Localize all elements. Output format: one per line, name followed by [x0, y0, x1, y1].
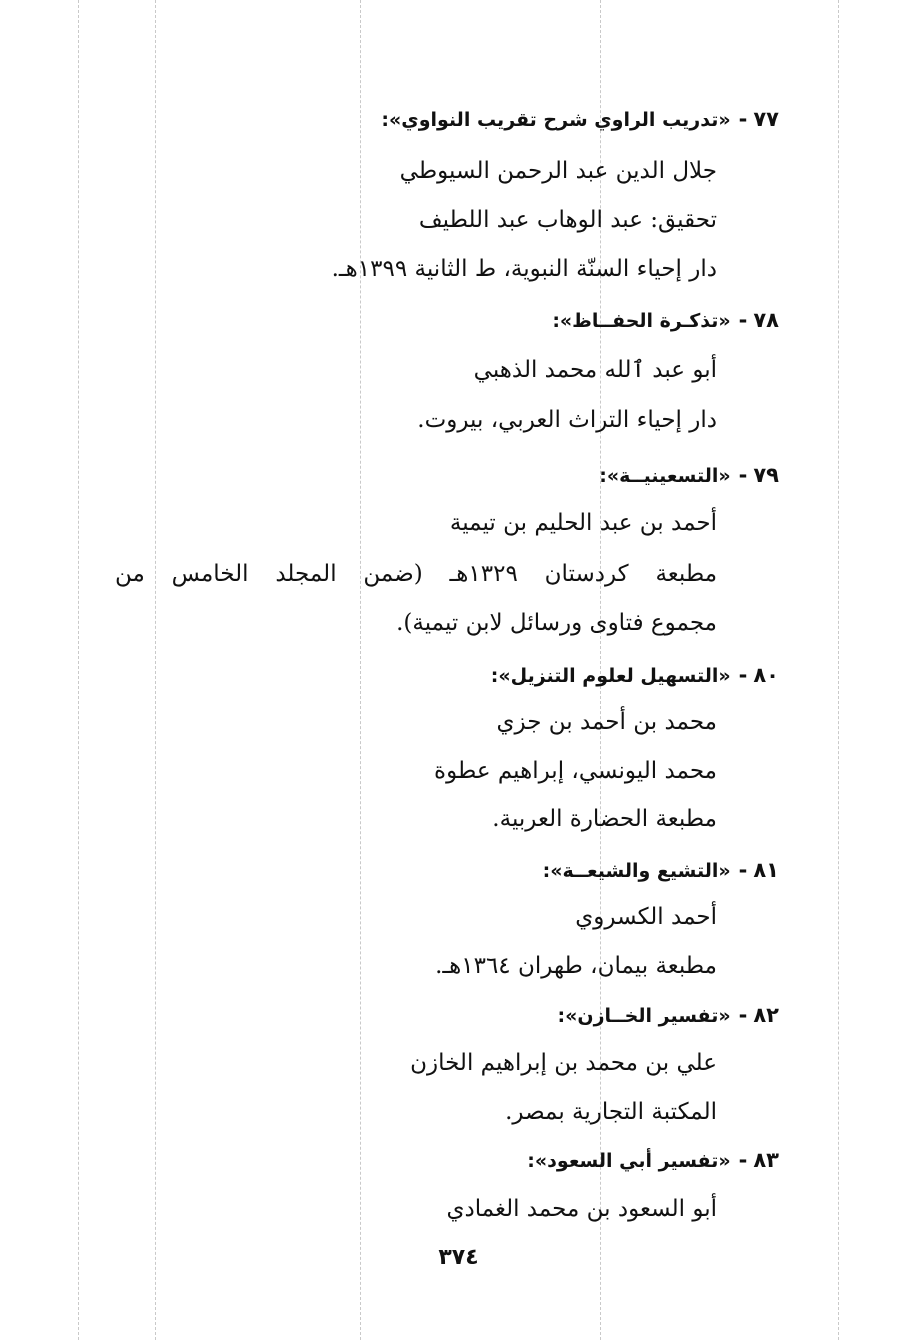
entry-heading [491, 655, 779, 695]
entry-line: محمد اليونسي، إبراهيم عطوة [434, 758, 717, 784]
entry-title: «التشيع والشيعــة»: [542, 860, 731, 882]
separator: - [738, 463, 748, 487]
entry-title: «التسهيل لعلوم التنزيل»: [490, 665, 731, 687]
entry-number: ٨٢ [753, 1003, 779, 1027]
entry-heading [381, 99, 779, 139]
entry-title: «تذكـرة الحفــاظ»: [552, 310, 731, 332]
entry-number: ٧٩ [753, 463, 779, 487]
entry-number: ٧٨ [753, 308, 779, 332]
entry-line: أحمد بن عبد الحليم بن تيمية [449, 510, 717, 536]
entry-heading [543, 850, 779, 890]
separator: - [738, 663, 748, 687]
entry-number: ٨٠ [753, 663, 779, 687]
entry-line: مطبعة الحضارة العربية. [492, 806, 717, 832]
separator: - [738, 1003, 748, 1027]
separator: - [738, 107, 748, 131]
entry-line: دار إحياء السنّة النبوية، ط الثانية ١٣٩٩هـ. [331, 256, 717, 282]
entry-number: ٨٣ [753, 1148, 779, 1172]
separator: - [738, 1148, 748, 1172]
separator: - [738, 858, 748, 882]
entry-line: أبو عبد ٱلله محمد الذهبي [473, 357, 717, 383]
entry-line: أحمد الكسروي [575, 904, 717, 930]
entry-line: دار إحياء التراث العربي، بيروت. [417, 407, 717, 433]
entry-line: محمد بن أحمد بن جزي [496, 709, 717, 735]
entry-heading [527, 1140, 779, 1180]
entry-number: ٧٧ [753, 107, 779, 131]
page-number: ٣٧٤ [438, 1245, 479, 1270]
entry-line: علي بن محمد بن إبراهيم الخازن [410, 1050, 717, 1076]
entry-line: مجموع فتاوى ورسائل لابن تيمية). [396, 610, 717, 636]
entry-heading [599, 455, 779, 495]
separator: - [738, 308, 748, 332]
entry-title: «تفسير أبي السعود»: [527, 1150, 731, 1172]
entry-line: مطبعة بيمان، طهران ١٣٦٤هـ. [435, 953, 717, 979]
entry-line: المكتبة التجارية بمصر. [505, 1099, 717, 1125]
entry-title: «التسعينيــة»: [599, 465, 731, 487]
entry-title: «تدريب الراوي شرح تقريب النواوي»: [381, 109, 731, 131]
entry-line: تحقيق: عبد الوهاب عبد اللطيف [418, 207, 717, 233]
entry-line: أبو السعود بن محمد الغمادي [446, 1196, 717, 1222]
entry-line: مطبعة كردستان ١٣٢٩هـ (ضمن المجلد الخامس من [115, 561, 718, 587]
entry-line: جلال الدين عبد الرحمن السيوطي [399, 158, 717, 184]
entry-heading [552, 300, 779, 340]
entry-number: ٨١ [753, 858, 779, 882]
entry-title: «تفسير الخــازن»: [557, 1005, 731, 1027]
entry-heading [558, 995, 779, 1035]
